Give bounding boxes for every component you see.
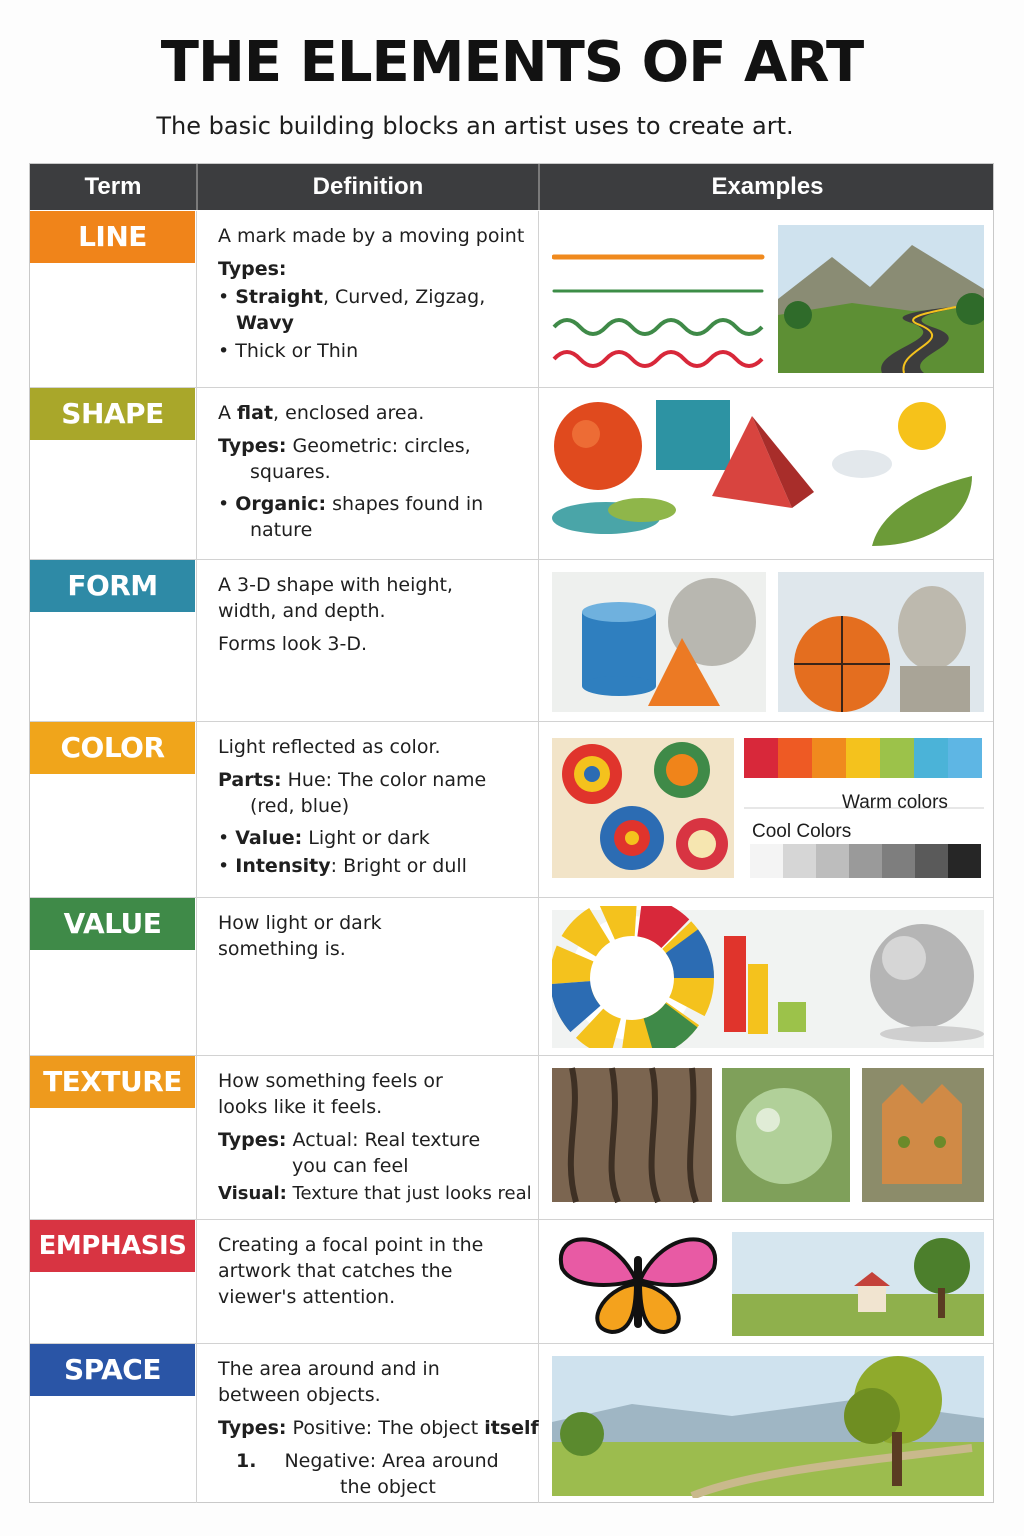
examples-color: Warm colors Cool Colors — [552, 730, 984, 889]
page-subtitle: The basic building blocks an artist uses to create art. — [156, 112, 794, 140]
examples-shape — [552, 396, 984, 551]
warm-colors-label: Warm colors — [842, 792, 948, 813]
row-texture — [30, 1055, 993, 1219]
definition-color: Light reflected as color. Parts: Hue: The color name (red, blue) • Value: Light or dark • Intensity: Bright or dull — [218, 736, 487, 877]
form-examples-illustration — [552, 568, 984, 714]
examples-emphasis — [552, 1228, 984, 1335]
examples-space — [552, 1352, 984, 1495]
row-shape — [30, 387, 993, 559]
header-term: Term — [84, 173, 142, 200]
term-line: LINE — [30, 211, 195, 263]
row-form — [30, 559, 993, 721]
definition-form: A 3-D shape with height, width, and depth. Forms look 3-D. — [218, 574, 453, 655]
term-form: FORM — [30, 560, 195, 612]
header-examples: Examples — [538, 164, 995, 210]
row-emphasis — [30, 1219, 993, 1343]
row-line — [30, 211, 993, 387]
space-examples-illustration — [552, 1352, 984, 1498]
term-texture: TEXTURE — [30, 1056, 195, 1108]
definition-line: A mark made by a moving point Types: • Straight, Curved, Zigzag, Wavy • Thick or Thin — [218, 225, 525, 362]
definition-shape: A flat, enclosed area. Types: Geometric: circles, squares. • Organic: shapes found in nature — [218, 402, 484, 541]
term-color: COLOR — [30, 722, 195, 774]
examples-form — [552, 568, 984, 713]
term-shape: SHAPE — [30, 388, 195, 440]
term-value: VALUE — [30, 898, 195, 950]
row-color — [30, 721, 993, 897]
row-space — [30, 1343, 993, 1503]
definition-space: The area around and in between objects. Types: Positive: The object itself 1. Negative: Area around the object — [218, 1358, 539, 1498]
examples-line — [552, 219, 984, 379]
definition-value: How light or dark something is. — [218, 912, 382, 960]
emphasis-examples-illustration — [552, 1228, 984, 1338]
row-value — [30, 897, 993, 1055]
term-emphasis: EMPHASIS — [30, 1220, 195, 1272]
table-header — [30, 164, 993, 210]
definition-texture: How something feels or looks like it feels. Types: Actual: Real texture you can feel Visual: Texture that just looks real — [218, 1070, 532, 1204]
value-examples-illustration — [552, 906, 984, 1048]
term-space: SPACE — [30, 1344, 195, 1396]
page-title: THE ELEMENTS OF ART — [160, 30, 864, 95]
shape-examples-illustration — [552, 396, 984, 552]
elements-table — [29, 163, 994, 1503]
examples-value — [552, 906, 984, 1047]
definition-emphasis: Creating a focal point in the artwork that catches the viewer's attention. — [218, 1234, 484, 1308]
line-examples-illustration — [552, 219, 984, 379]
header-definition: Definition — [196, 164, 538, 210]
texture-examples-illustration — [552, 1064, 984, 1212]
examples-texture — [552, 1064, 984, 1211]
